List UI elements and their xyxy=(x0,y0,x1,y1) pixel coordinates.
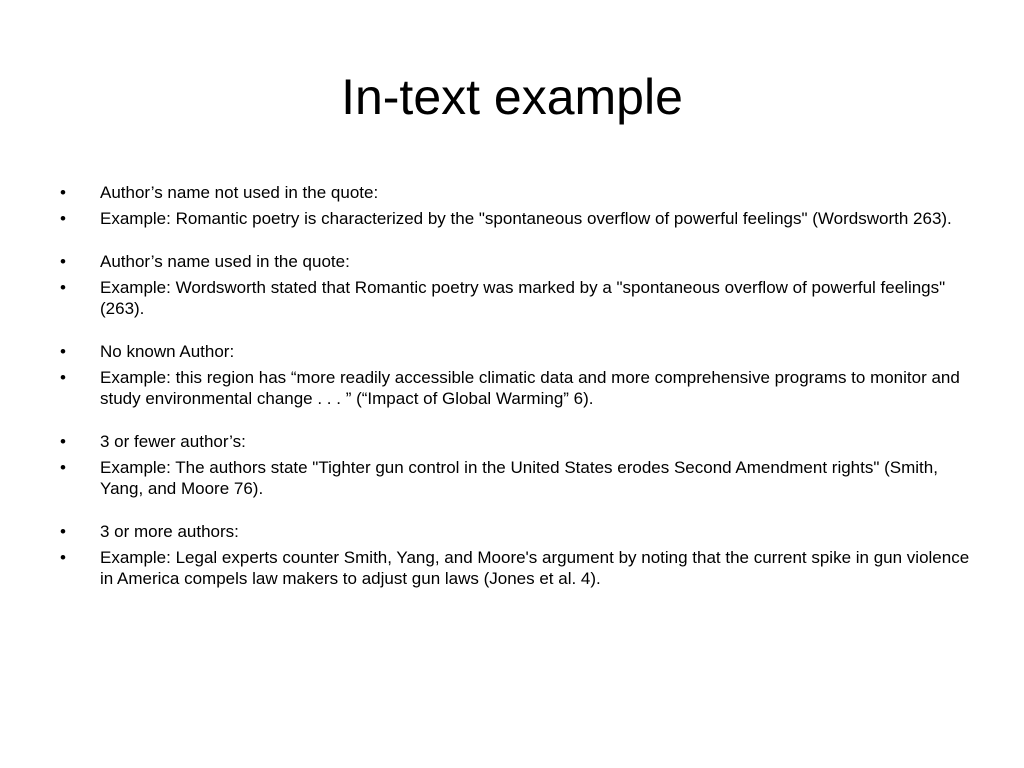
bullet-item xyxy=(60,277,970,319)
citation-group xyxy=(60,251,970,319)
bullet-icon: • xyxy=(60,183,66,202)
bullet-icon: • xyxy=(60,368,66,387)
slide-title: In-text example xyxy=(341,69,683,125)
citation-group xyxy=(60,521,970,589)
bullet-icon: • xyxy=(60,548,66,567)
bullet-text: Example: Wordsworth stated that Romantic poetry was marked by a "spontaneous overflow of powerful feelings" (263). xyxy=(100,278,946,318)
bullet-text: Example: Romantic poetry is characterized by the "spontaneous overflow of powerful feelings" (Wordsworth 263). xyxy=(100,209,952,228)
bullet-icon: • xyxy=(60,342,66,361)
bullet-text: No known Author: xyxy=(100,342,235,361)
bullet-icon: • xyxy=(60,209,66,228)
citation-group xyxy=(60,341,970,409)
bullet-text: Example: The authors state "Tighter gun control in the United States erodes Second Amendment rights" (Smith, Yang, and Moore 76). xyxy=(100,458,938,498)
bullet-item xyxy=(60,341,970,362)
bullet-text: 3 or fewer author’s: xyxy=(100,432,246,451)
bullet-item xyxy=(60,521,970,542)
bullet-item xyxy=(60,208,970,229)
bullet-item xyxy=(60,431,970,452)
bullet-icon: • xyxy=(60,278,66,297)
bullet-item xyxy=(60,547,970,589)
bullet-icon: • xyxy=(60,522,66,541)
bullet-icon: • xyxy=(60,458,66,477)
bullet-item xyxy=(60,367,970,409)
bullet-icon: • xyxy=(60,252,66,271)
bullet-icon: • xyxy=(60,432,66,451)
bullet-text: Author’s name used in the quote: xyxy=(100,252,350,271)
citation-group xyxy=(60,431,970,499)
bullet-item xyxy=(60,182,970,203)
bullet-list xyxy=(60,182,970,611)
citation-group xyxy=(60,182,970,229)
bullet-text: Example: Legal experts counter Smith, Yang, and Moore's argument by noting that the current spike in gun violence in America compels law makers to adjust gun laws (Jones et al. 4). xyxy=(100,548,970,588)
bullet-text: 3 or more authors: xyxy=(100,522,239,541)
bullet-item xyxy=(60,251,970,272)
bullet-item xyxy=(60,457,970,499)
bullet-text: Example: this region has “more readily accessible climatic data and more comprehensive programs to monitor and study environmental change . . . ” (“Impact of Global Warming” 6). xyxy=(100,368,960,408)
bullet-text: Author’s name not used in the quote: xyxy=(100,183,379,202)
